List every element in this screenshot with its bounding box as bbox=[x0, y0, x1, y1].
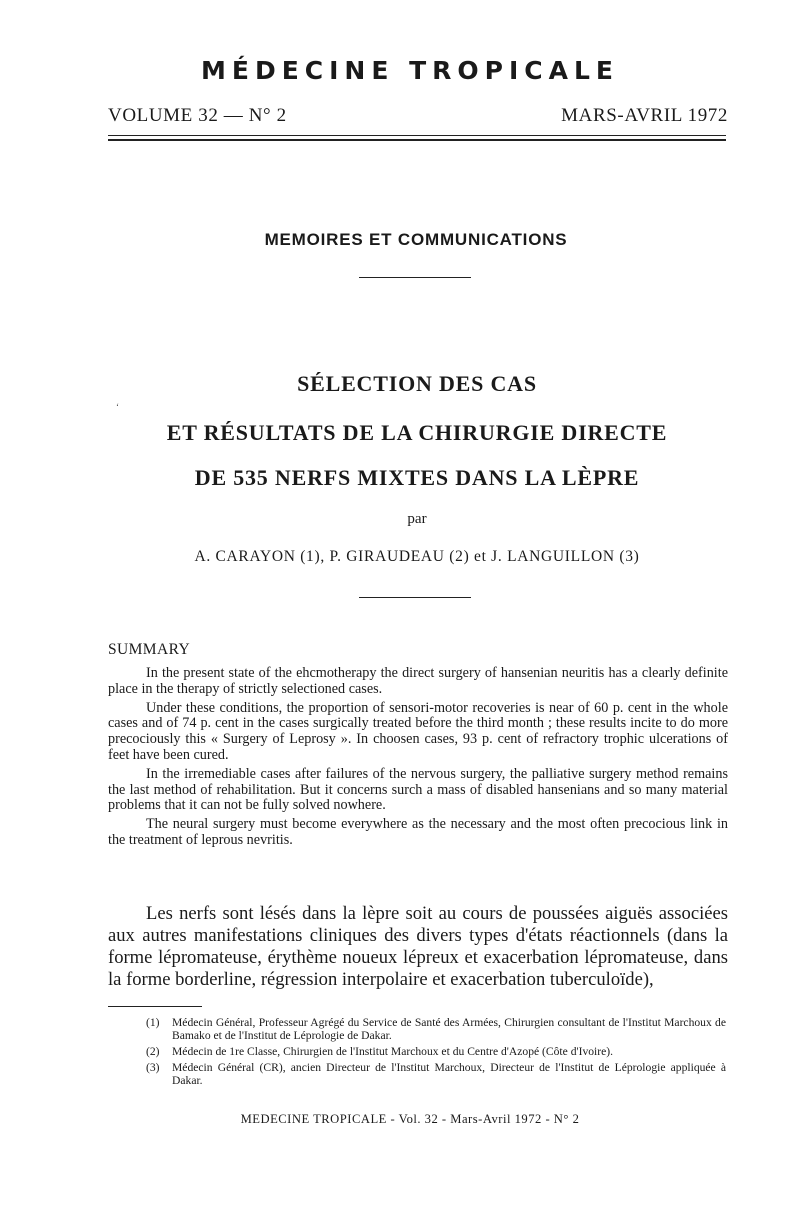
summary-block bbox=[108, 666, 728, 852]
authors: A. CARAYON (1), P. GIRAUDEAU (2) et J. LANGUILLON (3) bbox=[194, 548, 640, 565]
article-title-line-2: ET RÉSULTATS DE LA CHIRURGIE DIRECTE bbox=[166, 420, 668, 445]
issue-line bbox=[108, 105, 728, 127]
footnote-rule bbox=[108, 1006, 202, 1007]
footnote-number: (1) bbox=[146, 1016, 160, 1029]
scan-speck: ‘ bbox=[116, 402, 119, 412]
issue-date: MARS-AVRIL 1972 bbox=[561, 105, 728, 126]
summary-paragraph: Under these conditions, the proportion of sensori-motor recoveries is near of 60 p. cent in the whole cases and of 74 p. cent in the cases surgically treated before the third month ; these results incite to do more precociously this « Surgery of Leprosy ». In choosen cases, 93 p. cent of refractory trophic ulcerations of feet have been cured. bbox=[108, 699, 728, 763]
footnote-text: Médecin Général (CR), ancien Directeur de l'Institut Marchoux, Directeur de l'Institut de Léprologie appliquée à Dakar. bbox=[172, 1061, 726, 1087]
summary-paragraph: The neural surgery must become everywhere as the necessary and the most often precocious link in the treatment of leprous nevritis. bbox=[108, 816, 728, 848]
header-rule-thin bbox=[108, 135, 726, 136]
summary-heading: SUMMARY bbox=[108, 641, 191, 658]
footnote-1 bbox=[146, 1016, 726, 1042]
authors-divider bbox=[359, 597, 471, 598]
section-divider bbox=[359, 277, 471, 278]
body-text bbox=[108, 903, 728, 991]
footnote-number: (3) bbox=[146, 1061, 160, 1074]
summary-paragraph: In the present state of the ehcmotherapy the direct surgery of hansenian neuritis has a clearly definite place in the therapy of strictly selectioned cases. bbox=[108, 665, 728, 697]
article-title-line-3: DE 535 NERFS MIXTES DANS LA LÈPRE bbox=[194, 465, 640, 490]
footnote-3 bbox=[146, 1061, 726, 1087]
footnotes bbox=[146, 1016, 726, 1090]
page-footer: MEDECINE TROPICALE - Vol. 32 - Mars-Avril 1972 - N° 2 bbox=[240, 1112, 580, 1126]
footnote-text: Médecin de 1re Classe, Chirurgien de l'Institut Marchoux et du Centre d'Azopé (Côte d'Ivoire). bbox=[172, 1045, 614, 1058]
byline-par: par bbox=[407, 511, 427, 527]
journal-title: MÉDECINE TROPICALE bbox=[200, 56, 620, 85]
section-title: MEMOIRES ET COMMUNICATIONS bbox=[264, 230, 568, 249]
article-title-line-1: SÉLECTION DES CAS bbox=[297, 371, 537, 396]
summary-paragraph: In the irremediable cases after failures of the nervous surgery, the palliative surgery method remains the last method of rehabilitation. But it concerns surch a mass of disabled hansenians and so many material problems that it can not be fully solved nowhere. bbox=[108, 765, 728, 814]
footnote-number: (2) bbox=[146, 1045, 160, 1058]
footnote-text: Médecin Général, Professeur Agrégé du Service de Santé des Armées, Chirurgien consultant de l'Institut Marchoux de Bamako et de l'Institut de Léprologie de Dakar. bbox=[172, 1016, 726, 1042]
footnote-2 bbox=[146, 1045, 726, 1058]
volume-number: VOLUME 32 — N° 2 bbox=[108, 105, 287, 126]
body-paragraph: Les nerfs sont lésés dans la lèpre soit au cours de poussées aiguës associées aux autres manifestations cliniques des divers types d'états réactionnels (dans la forme lépromateuse, érythème noueux lépreux et exacerbation lépromateuse, dans la forme borderline, régression interpolaire et exacerbation tuberculoïde), bbox=[108, 903, 728, 990]
header-rule-thick bbox=[108, 139, 726, 141]
